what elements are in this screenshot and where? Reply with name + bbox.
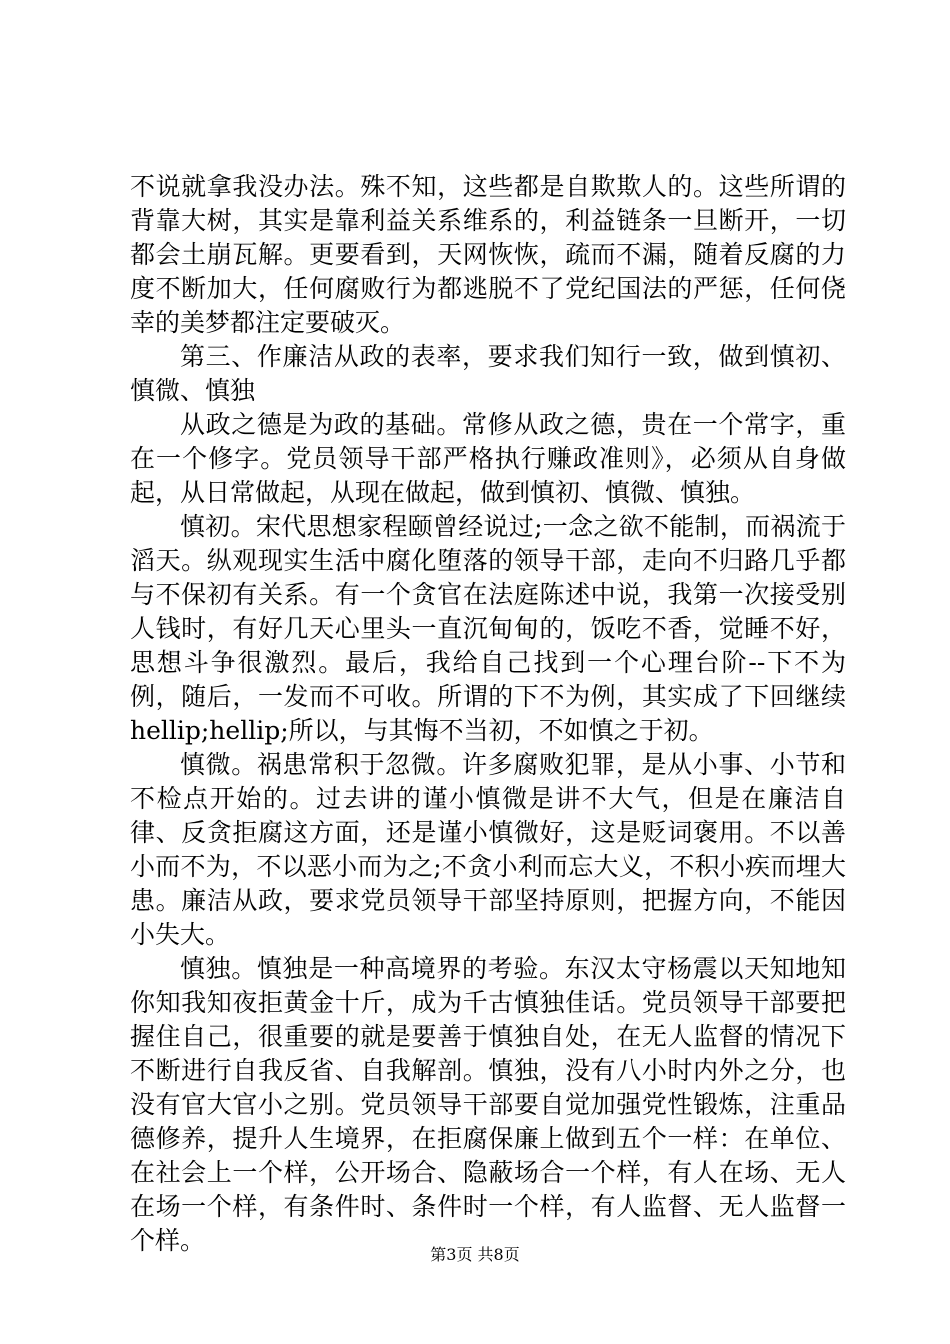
section-heading-third: 第三、作廉洁从政的表率，要求我们知行一致，做到慎初、慎微、慎独 (130, 342, 846, 405)
document-body (130, 170, 846, 1258)
page-number-footer: 第3页 共8页 (430, 1245, 520, 1264)
paragraph-shenwei: 慎微。祸患常积于忽微。许多腐败犯罪，是从小事、小节和不检点开始的。过去讲的谨小慎微是讲不大气，但是在廉洁自律、反贪拒腐这方面，还是谨小慎微好，这是贬词褒用。不以善小而不为，不以恶小而为之;不贪小利而忘大义，不积小疾而埋大患。廉洁从政，要求党员领导干部坚持原则，把握方向，不能因小失大。 (130, 750, 846, 949)
paragraph-intro: 从政之德是为政的基础。常修从政之德，贵在一个常字，重在一个修字。党员领导干部严格执行赚政准则》，必须从自身做起，从日常做起，从现在做起，做到慎初、慎微、慎独。 (130, 410, 846, 507)
paragraph-shendu: 慎独。慎独是一种高境界的考验。东汉太守杨震以天知地知你知我知夜拒黄金十斤，成为千古慎独佳话。党员领导干部要把握住自己，很重要的就是要善于慎独自处，在无人监督的情况下不断进行自我反省、自我解剖。慎独，没有八小时内外之分，也没有官大官小之别。党员领导干部要自觉加强党性锻炼，注重品德修养，提升人生境界，在拒腐保廉上做到五个一样：在单位、在社会上一个样，公开场合、隐蔽场合一个样，有人在场、无人在场一个样，有条件时、条件时一个样，有人监督、无人监督一个样。 (130, 954, 846, 1255)
paragraph-continuation: 不说就拿我没办法。殊不知，这些都是自欺欺人的。这些所谓的背靠大树，其实是靠利益关系维系的，利益链条一旦断开，一切都会土崩瓦解。更要看到，天网恢恢，疏而不漏，随着反腐的力度不断加大，任何腐败行为都逃脱不了党纪国法的严惩，任何侥幸的美梦都注定要破灭。 (130, 172, 846, 337)
paragraph-shenchu: 慎初。宋代思想家程颐曾经说过;一念之欲不能制，而祸流于滔天。纵观现实生活中腐化堕落的领导干部，走向不归路几乎都与不保初有关系。有一个贪官在法庭陈述中说，我第一次接受别人钱时，有好几天心里头一直沉甸甸的，饭吃不香，觉睡不好，思想斗争很激烈。最后，我给自己找到一个心理台阶--下不为例，随后，一发而不可收。所谓的下不为例，其实成了下回继续hellip;hellip;所以，与其悔不当初，不如慎之于初。 (130, 512, 846, 745)
